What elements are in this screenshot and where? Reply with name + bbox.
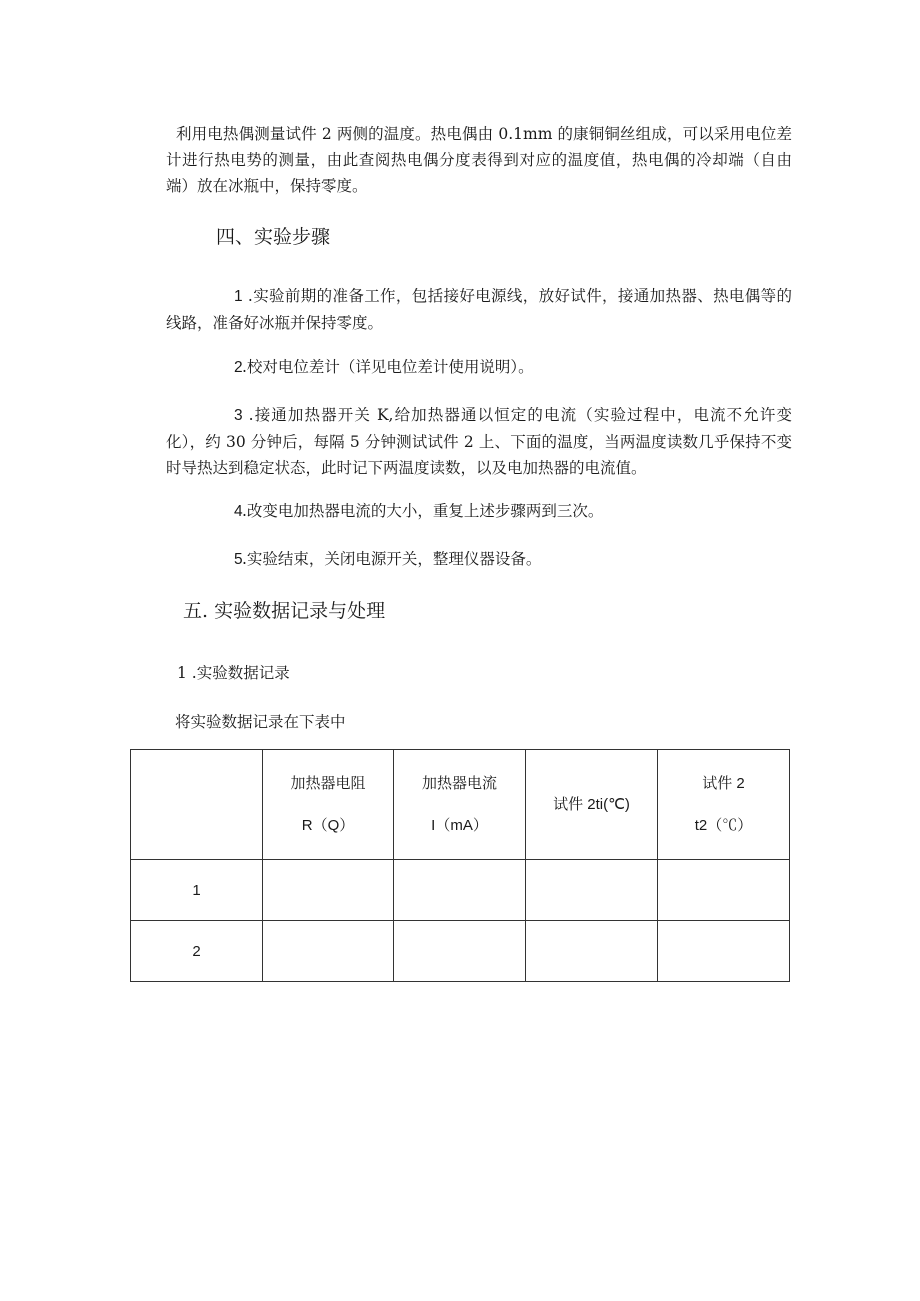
header-cell-t1 — [526, 750, 658, 860]
header-line: t2（℃） — [694, 816, 753, 834]
step-number: 4 — [234, 503, 243, 520]
table-cell — [394, 921, 526, 982]
header-cell-current — [394, 750, 526, 860]
step-5 — [166, 546, 792, 573]
step-2 — [166, 354, 792, 381]
table-cell — [263, 860, 394, 921]
step-number: 1 — [234, 288, 243, 305]
table-row — [131, 921, 790, 982]
step-text: .接通加热器开关 K,给加热器通以恒定的电流（实验过程中，电流不允许变化），约 30 分钟后，每隔 5 分钟测试试件 2 上、下面的温度，当两温度读数几乎保持不变时导热达到稳定状态，此时记下两温度读数，以及电加热器的电流值。 — [166, 406, 792, 477]
table-cell — [526, 860, 658, 921]
step-text: .实验前期的准备工作，包括接好电源线，放好试件，接通加热器、热电偶等的线路，准备好冰瓶并保持零度。 — [166, 287, 792, 332]
subsection-data-record: 1 .实验数据记录 — [177, 664, 290, 682]
header-line: 试件 2ti(℃) — [553, 795, 630, 813]
step-text: .改变电加热器电流的大小，重复上述步骤两到三次。 — [242, 502, 604, 520]
step-3 — [166, 402, 792, 481]
header-line: 加热器电阻 — [290, 774, 366, 792]
table-cell — [526, 921, 658, 982]
table-cell — [263, 921, 394, 982]
header-cell-empty — [131, 750, 263, 860]
intro-paragraph: 利用电热偶测量试件 2 两侧的温度。热电偶由 0.1mm 的康铜铜丝组成，可以采用电位差计进行热电势的测量，由此查阅热电偶分度表得到对应的温度值，热电偶的冷却端（自由端）放在冰瓶中，保持零度。 — [166, 125, 792, 195]
table-cell — [658, 921, 790, 982]
step-1 — [166, 283, 792, 336]
step-number: 5 — [234, 551, 243, 568]
header-line: 加热器电流 — [421, 774, 497, 792]
header-cell-t2 — [658, 750, 790, 860]
step-text: .校对电位差计（详见电位差计使用说明）。 — [242, 358, 534, 376]
header-cell-resistance — [263, 750, 394, 860]
section-4-heading: 四、实验步骤 — [216, 226, 331, 248]
table-header-row — [131, 750, 790, 860]
header-line: I（mA） — [431, 816, 488, 834]
table-row — [131, 860, 790, 921]
step-text: .实验结束，关闭电源开关，整理仪器设备。 — [242, 550, 542, 568]
row-index-cell: 1 — [131, 860, 263, 921]
step-number: 2 — [234, 359, 243, 376]
table-caption: 将实验数据记录在下表中 — [175, 713, 346, 731]
step-number: 3 — [234, 407, 243, 424]
table-cell — [658, 860, 790, 921]
data-table — [130, 749, 790, 982]
step-4 — [166, 498, 792, 525]
table-cell — [394, 860, 526, 921]
section-5-heading: 五. 实验数据记录与处理 — [183, 600, 386, 622]
row-index-cell: 2 — [131, 921, 263, 982]
header-line: R（Q） — [301, 816, 355, 834]
header-line: 试件 2 — [702, 774, 745, 792]
